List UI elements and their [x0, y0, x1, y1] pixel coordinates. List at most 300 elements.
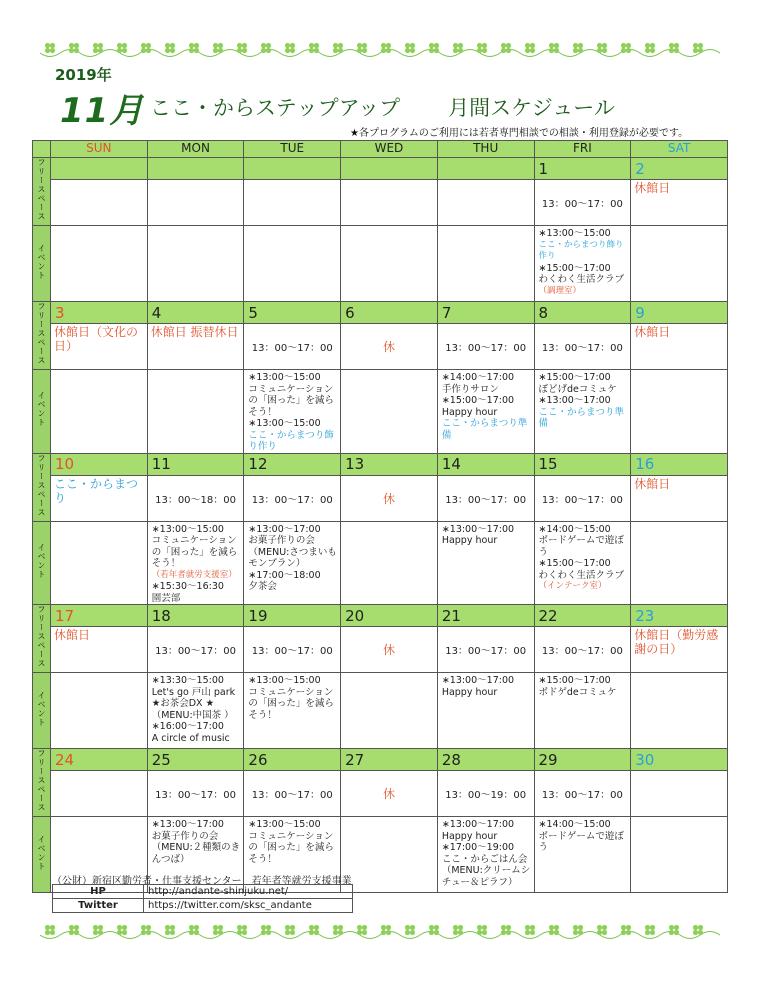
- clover-leaf-icon: [357, 43, 367, 53]
- event-line: Happy hour: [441, 830, 498, 842]
- clover-leaf-icon: [141, 43, 151, 53]
- event-line: ∗13:00～17:00: [441, 523, 515, 535]
- event-line: ぼどげdeコミュケ: [538, 383, 617, 395]
- event-cell: [147, 521, 244, 605]
- event-line: ボドゲdeコミュケ: [538, 686, 617, 698]
- clover-leaf-icon: [549, 925, 559, 935]
- event-line: ∗13:00～17:00: [248, 523, 321, 535]
- free-space-row: [33, 771, 728, 817]
- free-space-cell: [534, 771, 631, 817]
- date-cell: 28: [437, 749, 534, 771]
- clover-leaf-icon: [333, 925, 343, 935]
- footer-organization: （公財）新宿区勤労者・仕事支援センター 若年者等就労支援事業: [52, 876, 352, 887]
- event-row: [33, 673, 728, 749]
- free-space-cell: [341, 627, 438, 673]
- date-cell: [437, 158, 534, 180]
- open-hours: 13：00～17：00: [251, 343, 333, 355]
- closed-label: 休: [382, 340, 395, 355]
- clover-leaf-icon: [165, 43, 175, 53]
- event-line: ∗13:00～15:00: [248, 418, 321, 429]
- event-cell: [437, 673, 534, 749]
- event-label-text: イベント: [37, 690, 46, 727]
- clover-leaf-icon: [285, 925, 295, 935]
- free-space-cell: [244, 475, 341, 521]
- date-row: [33, 302, 728, 324]
- event-line: 夕茶会: [248, 581, 277, 592]
- event-line: ∗13:00～15:00: [248, 372, 321, 383]
- twitter-link[interactable]: https://twitter.com/sksc_andante: [144, 899, 353, 913]
- hp-label: HP: [53, 885, 144, 899]
- clover-leaf-icon: [621, 925, 631, 935]
- clover-leaf-icon: [117, 925, 127, 935]
- weekday-header-row: [33, 141, 728, 158]
- date-cell: [51, 158, 148, 180]
- open-hours: 13：00～17：00: [251, 646, 333, 658]
- open-hours: 13：00～17：00: [541, 646, 623, 658]
- free-space-cell: [631, 771, 728, 817]
- event-line: ∗14:00～17:00: [441, 372, 515, 383]
- date-cell: 2: [631, 158, 728, 180]
- free-space-label: [33, 453, 51, 521]
- event-line: ∗13:00～15:00: [248, 819, 321, 830]
- open-hours: 13：00～17：00: [445, 343, 527, 355]
- event-line: ∗15:00～17:00: [441, 395, 515, 406]
- event-line: ∗13:00～17:00: [151, 819, 224, 830]
- free-space-label: [33, 302, 51, 370]
- date-cell: 29: [534, 749, 631, 771]
- date-row: [33, 453, 728, 475]
- event-line: ∗15:00～17:00: [538, 262, 611, 274]
- free-space-cell: [437, 324, 534, 370]
- event-line: ここ・からまつり飾り作り: [248, 429, 334, 452]
- date-cell: 26: [244, 749, 341, 771]
- event-line: ∗13:00～15:00: [538, 228, 611, 239]
- event-line: ∗17:00～19:00: [441, 842, 515, 853]
- clover-leaf-icon: [309, 43, 319, 53]
- event-cell: [51, 673, 148, 749]
- clover-leaf-icon: [189, 925, 199, 935]
- event-line: コミュニケーションの「困った」を減らそう！: [248, 830, 334, 865]
- year-label: 2019年: [55, 66, 112, 84]
- free-space-cell: [631, 180, 728, 226]
- open-hours: 13：00～17：00: [445, 494, 527, 506]
- free-space-cell: [244, 627, 341, 673]
- event-line: （MENU:さつまいもモンブラン）: [248, 546, 337, 569]
- event-line: ∗13:00～15:00: [151, 523, 224, 535]
- free-space-row: [33, 627, 728, 673]
- open-hours: 13：00～17：00: [541, 343, 623, 355]
- open-hours: 13：00～17：00: [251, 790, 333, 802]
- event-cell: [631, 817, 728, 893]
- event-cell: [244, 521, 341, 605]
- event-cell: [534, 817, 631, 893]
- clover-leaf-icon: [93, 925, 103, 935]
- free-space-cell: [244, 180, 341, 226]
- free-space-label-text: フリースペース: [37, 605, 46, 668]
- clover-leaf-icon: [357, 925, 367, 935]
- event-line: ここ・からまつり飾り作り: [538, 239, 624, 261]
- event-label: [33, 370, 51, 454]
- holiday-label: 休館日（勤労感謝の日）: [634, 628, 719, 657]
- date-cell: 20: [341, 605, 438, 627]
- free-space-cell: [631, 324, 728, 370]
- event-cell: [631, 370, 728, 454]
- event-line: ∗13:00～17:00: [538, 395, 611, 406]
- event-cell: [244, 226, 341, 302]
- event-line: わくわく生活クラブ: [538, 274, 625, 285]
- clover-leaf-icon: [501, 925, 511, 935]
- event-cell: [437, 370, 534, 454]
- date-cell: 3: [51, 302, 148, 324]
- free-space-row: [33, 475, 728, 521]
- clover-leaf-icon: [573, 43, 583, 53]
- free-space-cell: [534, 627, 631, 673]
- event-day-label: ここ・からまつり: [54, 476, 139, 505]
- free-space-label: [33, 605, 51, 673]
- date-cell: 18: [147, 605, 244, 627]
- event-row: [33, 521, 728, 605]
- event-label: [33, 817, 51, 893]
- free-space-label: [33, 158, 51, 226]
- date-cell: 7: [437, 302, 534, 324]
- event-cell: [51, 370, 148, 454]
- event-cell: [631, 521, 728, 605]
- event-line: ∗15:00～17:00: [538, 558, 611, 569]
- event-line: ∗13:00～15:00: [248, 675, 321, 686]
- event-cell: [437, 817, 534, 893]
- event-line: 手作りサロン: [441, 383, 499, 395]
- clover-leaf-icon: [213, 925, 223, 935]
- closed-label: 休: [382, 787, 395, 802]
- date-cell: 6: [341, 302, 438, 324]
- clover-leaf-icon: [333, 43, 343, 53]
- event-cell: [341, 673, 438, 749]
- event-cell: [244, 370, 341, 454]
- closed-label: 休: [382, 643, 395, 658]
- event-cell: [51, 521, 148, 605]
- date-row: [33, 158, 728, 180]
- clover-vine-icon: [40, 922, 720, 948]
- date-cell: 15: [534, 453, 631, 475]
- clover-leaf-icon: [597, 925, 607, 935]
- event-cell: [147, 673, 244, 749]
- date-cell: 14: [437, 453, 534, 475]
- event-label: [33, 521, 51, 605]
- holiday-label: 休館日（文化の日）: [54, 325, 139, 354]
- twitter-label: Twitter: [53, 899, 144, 913]
- event-line: ∗17:00～18:00: [248, 569, 321, 581]
- hp-link[interactable]: http://andante-shinjuku.net/: [144, 885, 353, 899]
- date-cell: 16: [631, 453, 728, 475]
- event-line: （MENU:２種類のきんつば）: [151, 842, 241, 865]
- free-space-cell: [534, 324, 631, 370]
- clover-leaf-icon: [405, 43, 415, 53]
- event-line: ∗15:00～17:00: [538, 372, 611, 383]
- event-cell: [534, 226, 631, 302]
- page-title: [150, 92, 615, 122]
- clover-leaf-icon: [429, 925, 439, 935]
- open-hours: 13：00～17：00: [541, 790, 623, 802]
- free-space-label-text: フリースペース: [37, 302, 46, 365]
- event-label-text: イベント: [37, 542, 46, 579]
- free-space-cell: [341, 180, 438, 226]
- free-space-cell: [244, 324, 341, 370]
- clover-leaf-icon: [453, 925, 463, 935]
- clover-leaf-icon: [285, 43, 295, 53]
- clover-leaf-icon: [477, 925, 487, 935]
- clover-leaf-icon: [381, 925, 391, 935]
- closed-label: 休: [382, 491, 395, 506]
- event-line: ∗14:00～15:00: [538, 819, 611, 830]
- free-space-row: [33, 180, 728, 226]
- event-line: ここ・からまつり準備: [538, 406, 625, 429]
- free-space-cell: [51, 324, 148, 370]
- clover-leaf-icon: [141, 925, 151, 935]
- open-hours: 13：00～19：00: [445, 790, 527, 802]
- holiday-label: 休館日: [54, 628, 91, 643]
- clover-leaf-icon: [573, 925, 583, 935]
- clover-leaf-icon: [429, 43, 439, 53]
- event-cell: [341, 226, 438, 302]
- event-line: ここ・からごはん会: [441, 853, 528, 865]
- weekday-wed: WED: [341, 141, 438, 158]
- clover-leaf-icon: [693, 925, 703, 935]
- event-line: （調理室）: [538, 285, 582, 296]
- free-space-cell: [51, 180, 148, 226]
- date-cell: [244, 158, 341, 180]
- clover-leaf-icon: [93, 43, 103, 53]
- clover-leaf-icon: [381, 43, 391, 53]
- footer-links-table: [52, 884, 353, 913]
- event-line: ∗13:30～15:00: [151, 675, 224, 686]
- event-label-text: イベント: [37, 391, 46, 428]
- event-line: ∗13:00～17:00: [441, 819, 515, 830]
- event-label-text: イベント: [37, 243, 46, 280]
- free-space-cell: [147, 324, 244, 370]
- open-hours: 13：00～17：00: [445, 646, 527, 658]
- event-cell: [437, 521, 534, 605]
- event-line: コミュニケーションの「困った」を減らそう！: [248, 383, 334, 418]
- free-space-cell: [51, 475, 148, 521]
- weekday-sun: SUN: [51, 141, 148, 158]
- event-label: [33, 673, 51, 749]
- date-row: [33, 605, 728, 627]
- clover-leaf-icon: [261, 43, 271, 53]
- free-space-cell: [341, 324, 438, 370]
- event-line: コミュニケーションの「困った」を減らそう！: [151, 535, 238, 569]
- registration-note: ★各プログラムのご利用には若者専門相談での相談・利用登録が必要です。: [350, 128, 689, 139]
- clover-leaf-icon: [669, 43, 679, 53]
- weekday-sat: SAT: [631, 141, 728, 158]
- event-line: （若年者就労支援室）: [151, 569, 237, 580]
- event-line: わくわく生活クラブ: [538, 569, 625, 581]
- event-line: （MENU:クリームシチュー＆ピラフ）: [441, 865, 531, 888]
- event-cell: [534, 673, 631, 749]
- clover-leaf-icon: [597, 43, 607, 53]
- event-cell: [341, 521, 438, 605]
- free-space-cell: [147, 180, 244, 226]
- event-cell: [147, 226, 244, 302]
- date-cell: 19: [244, 605, 341, 627]
- event-line: ∗15:00～17:00: [538, 675, 611, 686]
- holiday-label: 休館日 振替休日: [150, 325, 239, 340]
- date-cell: 21: [437, 605, 534, 627]
- clover-leaf-icon: [453, 43, 463, 53]
- free-space-cell: [147, 627, 244, 673]
- open-hours: 13：00～17：00: [155, 646, 236, 658]
- title-sub: 月間スケジュール: [448, 96, 615, 120]
- clover-vine-icon: [40, 40, 720, 66]
- event-cell: [437, 226, 534, 302]
- event-line: （MENU:中国茶 ）: [151, 709, 234, 721]
- open-hours: 13：00～17：00: [541, 199, 623, 211]
- event-line: ∗13:00～17:00: [441, 675, 515, 686]
- date-cell: 9: [631, 302, 728, 324]
- free-space-label-text: フリースペース: [37, 158, 46, 221]
- clover-leaf-icon: [45, 925, 55, 935]
- event-row: [33, 226, 728, 302]
- clover-leaf-icon: [117, 43, 127, 53]
- clover-leaf-icon: [693, 43, 703, 53]
- date-cell: 4: [147, 302, 244, 324]
- holiday-label: 休館日: [634, 181, 671, 196]
- event-label-text: イベント: [37, 834, 46, 871]
- event-line: Happy hour: [441, 406, 498, 418]
- event-cell: [534, 521, 631, 605]
- clover-leaf-icon: [669, 925, 679, 935]
- clover-leaf-icon: [69, 43, 79, 53]
- date-cell: 23: [631, 605, 728, 627]
- weekday-thu: THU: [437, 141, 534, 158]
- free-space-cell: [341, 771, 438, 817]
- event-line: ボードゲームで遊ぼう: [538, 535, 624, 558]
- date-cell: 8: [534, 302, 631, 324]
- event-line: ∗14:00～15:00: [538, 523, 611, 535]
- clover-leaf-icon: [477, 43, 487, 53]
- clover-leaf-icon: [189, 43, 199, 53]
- free-space-cell: [147, 475, 244, 521]
- event-cell: [244, 673, 341, 749]
- calendar-table: [32, 140, 728, 893]
- clover-leaf-icon: [525, 43, 535, 53]
- date-cell: [147, 158, 244, 180]
- event-cell: [534, 370, 631, 454]
- event-line: A circle of music: [151, 732, 230, 744]
- clover-leaf-icon: [237, 925, 247, 935]
- event-cell: [631, 226, 728, 302]
- weekday-mon: MON: [147, 141, 244, 158]
- clover-leaf-icon: [405, 925, 415, 935]
- free-space-cell: [437, 627, 534, 673]
- date-cell: 1: [534, 158, 631, 180]
- date-row: [33, 749, 728, 771]
- event-line: お菓子作りの会: [248, 535, 315, 546]
- clover-leaf-icon: [165, 925, 175, 935]
- free-space-cell: [437, 475, 534, 521]
- open-hours: 13：00～17：00: [251, 494, 333, 506]
- event-label: [33, 226, 51, 302]
- month-label: 11月: [60, 91, 145, 131]
- event-line: ∗16:00～17:00: [151, 721, 224, 732]
- clover-leaf-icon: [525, 925, 535, 935]
- date-cell: 27: [341, 749, 438, 771]
- clover-leaf-icon: [645, 925, 655, 935]
- free-space-cell: [631, 475, 728, 521]
- event-cell: [341, 817, 438, 893]
- clover-leaf-icon: [213, 43, 223, 53]
- date-cell: 11: [147, 453, 244, 475]
- event-cell: [51, 226, 148, 302]
- event-cell: [631, 673, 728, 749]
- event-line: ここ・からまつり準備: [441, 418, 528, 441]
- date-cell: 17: [51, 605, 148, 627]
- free-space-cell: [437, 180, 534, 226]
- open-hours: 13：00～17：00: [541, 494, 623, 506]
- open-hours: 13：00～17：00: [155, 790, 236, 802]
- date-cell: 10: [51, 453, 148, 475]
- event-line: お菓子作りの会: [151, 830, 219, 842]
- clover-leaf-icon: [45, 43, 55, 53]
- clover-leaf-icon: [645, 43, 655, 53]
- event-line: ∗15:30～16:30: [151, 581, 224, 592]
- clover-leaf-icon: [261, 925, 271, 935]
- free-space-row: [33, 324, 728, 370]
- event-cell: [147, 370, 244, 454]
- free-space-label: [33, 749, 51, 817]
- clover-leaf-icon: [237, 43, 247, 53]
- event-line: Happy hour: [441, 686, 498, 698]
- date-cell: 30: [631, 749, 728, 771]
- weekday-fri: FRI: [534, 141, 631, 158]
- clover-leaf-icon: [621, 43, 631, 53]
- event-cell: [341, 370, 438, 454]
- holiday-label: 休館日: [634, 325, 671, 340]
- title-main: ここ・からステップアップ: [150, 96, 401, 120]
- free-space-cell: [534, 180, 631, 226]
- clover-leaf-icon: [309, 925, 319, 935]
- free-space-cell: [51, 771, 148, 817]
- open-hours: 13：00～18：00: [155, 494, 236, 506]
- free-space-label-text: フリースペース: [37, 453, 46, 517]
- holiday-label: 休館日: [634, 476, 671, 491]
- event-line: Happy hour: [441, 535, 498, 546]
- event-line: （インテーク室）: [538, 581, 607, 591]
- date-cell: 22: [534, 605, 631, 627]
- date-cell: 12: [244, 453, 341, 475]
- free-space-cell: [534, 475, 631, 521]
- event-line: Let's go 戸山 park: [151, 686, 236, 698]
- date-cell: [341, 158, 438, 180]
- date-cell: 25: [147, 749, 244, 771]
- header-corner: [33, 141, 51, 158]
- free-space-cell: [147, 771, 244, 817]
- event-line: ★お茶会DX ★: [151, 698, 215, 709]
- clover-leaf-icon: [549, 43, 559, 53]
- event-line: 園芸部: [151, 592, 181, 604]
- event-line: ボードゲームで遊ぼう: [538, 830, 624, 853]
- date-cell: 13: [341, 453, 438, 475]
- free-space-cell: [631, 627, 728, 673]
- date-cell: 24: [51, 749, 148, 771]
- clover-leaf-icon: [69, 925, 79, 935]
- free-space-label-text: フリースペース: [37, 749, 46, 812]
- clover-leaf-icon: [501, 43, 511, 53]
- free-space-cell: [51, 627, 148, 673]
- free-space-cell: [244, 771, 341, 817]
- weekday-tue: TUE: [244, 141, 341, 158]
- date-cell: 5: [244, 302, 341, 324]
- free-space-cell: [437, 771, 534, 817]
